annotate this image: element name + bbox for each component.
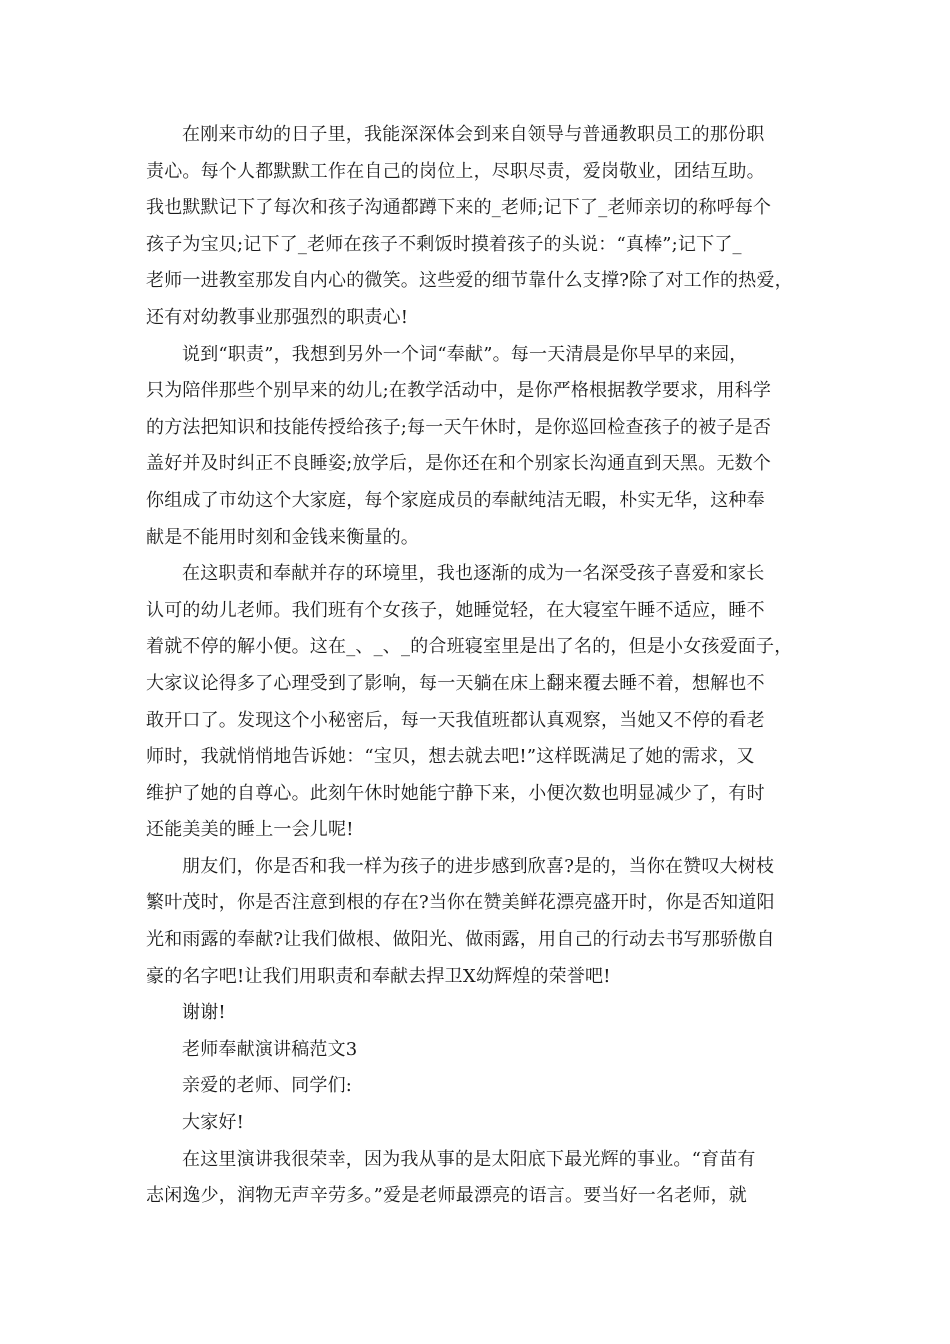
text-line: 的方法把知识和技能传授给孩子;每一天午休时，是你巡回检查孩子的被子是否	[146, 416, 772, 438]
text-line: 还有对幼教事业那强烈的职责心!	[146, 306, 409, 328]
text-line: 豪的名字吧!让我们用职责和奉献去捍卫X幼辉煌的荣誉吧!	[146, 965, 611, 987]
text-line: 我也默默记下了每次和孩子沟通都蹲下来的_老师;记下了_老师亲切的称呼每个	[146, 197, 772, 219]
text-line: 盖好并及时纠正不良睡姿;放学后，是你还在和个别家长沟通直到天黑。无数个	[146, 453, 772, 475]
text-line: 着就不停的解小便。这在_、_、_的合班寝室里是出了名的，但是小女孩爱面子，	[146, 636, 793, 658]
text-line: 敢开口了。发现这个小秘密后，每一天我值班都认真观察，当她又不停的看老	[146, 709, 765, 731]
text-line: 谢谢!	[182, 1002, 226, 1024]
text-line: 只为陪伴那些个别早来的幼儿;在教学活动中，是你严格根据教学要求，用科学	[146, 380, 772, 402]
text-line: 繁叶茂时，你是否注意到根的存在?当你在赞美鲜花漂亮盛开时，你是否知道阳	[146, 892, 775, 914]
text-line: 大家议论得多了心理受到了影响，每一天躺在床上翻来覆去睡不着，想解也不	[146, 672, 765, 694]
text-line: 认可的幼儿老师。我们班有个女孩子，她睡觉轻，在大寝室午睡不适应，睡不	[146, 599, 765, 621]
text-line: 老师奉献演讲稿范文3	[182, 1038, 358, 1060]
text-line: 朋友们，你是否和我一样为孩子的进步感到欣喜?是的，当你在赞叹大树枝	[182, 855, 775, 877]
text-line: 在刚来市幼的日子里，我能深深体会到来自领导与普通教职员工的那份职	[182, 124, 765, 145]
text-line: 责心。每个人都默默工作在自己的岗位上，尽职尽责，爱岗敬业，团结互助。	[146, 160, 765, 182]
text-line: 还能美美的睡上一会儿呢!	[146, 819, 354, 841]
text-line: 在这里演讲我很荣幸，因为我从事的是太阳底下最光辉的事业。“育苗有	[182, 1148, 756, 1170]
text-line: 师时，我就悄悄地告诉她：“宝贝，想去就去吧!”这样既满足了她的需求，又	[146, 746, 755, 768]
text-line: 说到“职责”，我想到另外一个词“奉献”。每一天清晨是你早早的来园，	[182, 343, 748, 365]
text-line: 老师一进教室那发自内心的微笑。这些爱的细节靠什么支撑?除了对工作的热爱，	[146, 270, 793, 292]
text-line: 志闲逸少，润物无声辛劳多。”爱是老师最漂亮的语言。要当好一名老师，就	[146, 1185, 747, 1207]
text-line: 光和雨露的奉献?让我们做根、做阳光、做雨露，用自己的行动去书写那骄傲自	[146, 929, 775, 951]
text-line: 在这职责和奉献并存的环境里，我也逐渐的成为一名深受孩子喜爱和家长	[182, 563, 765, 585]
text-line: 孩子为宝贝;记下了_老师在孩子不剩饭时摸着孩子的头说：“真棒”;记下了_	[146, 233, 742, 255]
text-line: 你组成了市幼这个大家庭，每个家庭成员的奉献纯洁无暇，朴实无华，这种奉	[146, 489, 765, 511]
text-line: 亲爱的老师、同学们:	[182, 1075, 353, 1097]
document-body	[146, 117, 818, 1215]
text-line: 大家好!	[182, 1112, 245, 1134]
text-line: 献是不能用时刻和金钱来衡量的。	[146, 526, 419, 548]
text-line: 维护了她的自尊心。此刻午休时她能宁静下来，小便次数也明显减少了，有时	[146, 782, 765, 804]
